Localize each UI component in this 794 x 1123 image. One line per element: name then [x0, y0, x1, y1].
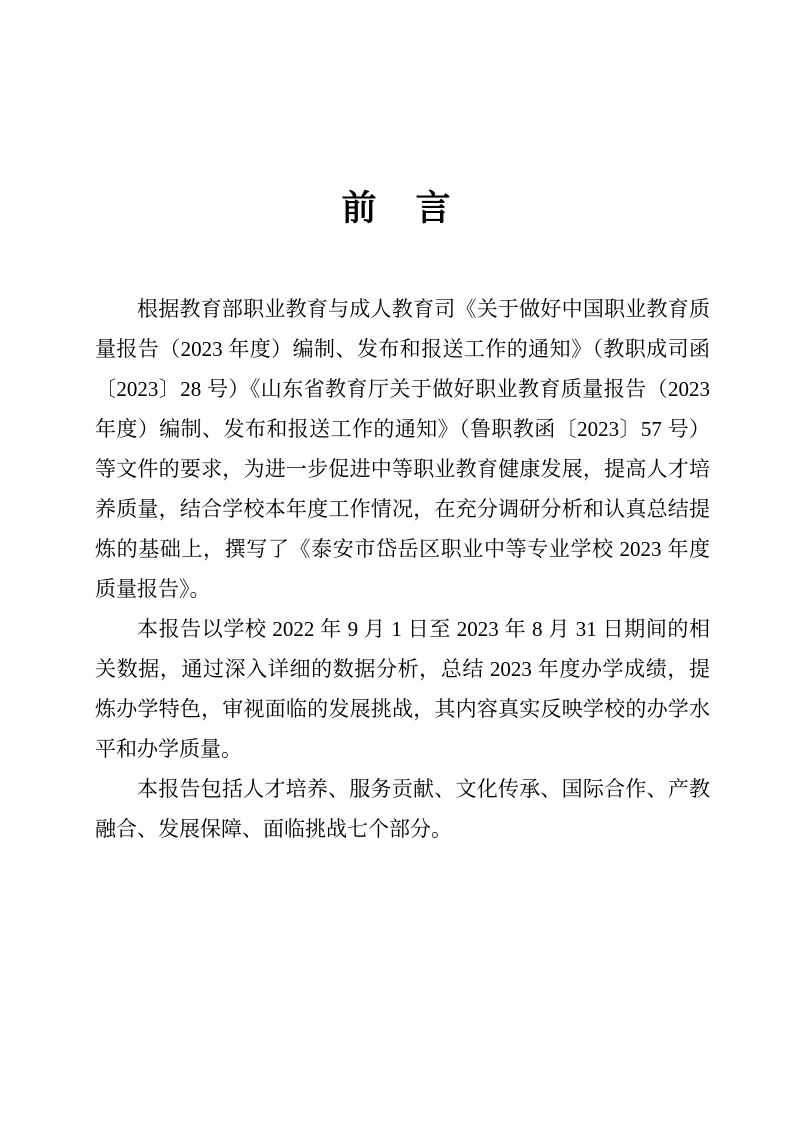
paragraph-basis: 根据教育部职业教育与成人教育司《关于做好中国职业教育质量报告（2023 年度）编制、发布和报送工作的通知》（教职成司函〔2023〕28 号）《山东省教育厅关于做好职业教育质量报告（2023 年度）编制、发布和报送工作的通知》（鲁职教函〔2023〕57 号）等文件的要求，为进一步促进中等职业教育健康发展，提高人才培养质量，结合学校本年度工作情况，在充分调研分析和认真总结提炼的基础上，撰写了《泰安市岱岳区职业中等专业学校 2023 年度质量报告》。: [95, 297, 710, 601]
document-body: [95, 289, 710, 849]
document-title: 前 言: [341, 189, 453, 228]
paragraph-report-structure: 本报告包括人才培养、服务贡献、文化传承、国际合作、产教融合、发展保障、面临挑战七个部分。: [95, 777, 710, 841]
paragraph-data-scope: 本报告以学校 2022 年 9 月 1 日至 2023 年 8 月 31 日期间的相关数据，通过深入详细的数据分析，总结 2023 年度办学成绩，提炼办学特色，审视面临的发展挑战，其内容真实反映学校的办学水平和办学质量。: [95, 617, 710, 761]
